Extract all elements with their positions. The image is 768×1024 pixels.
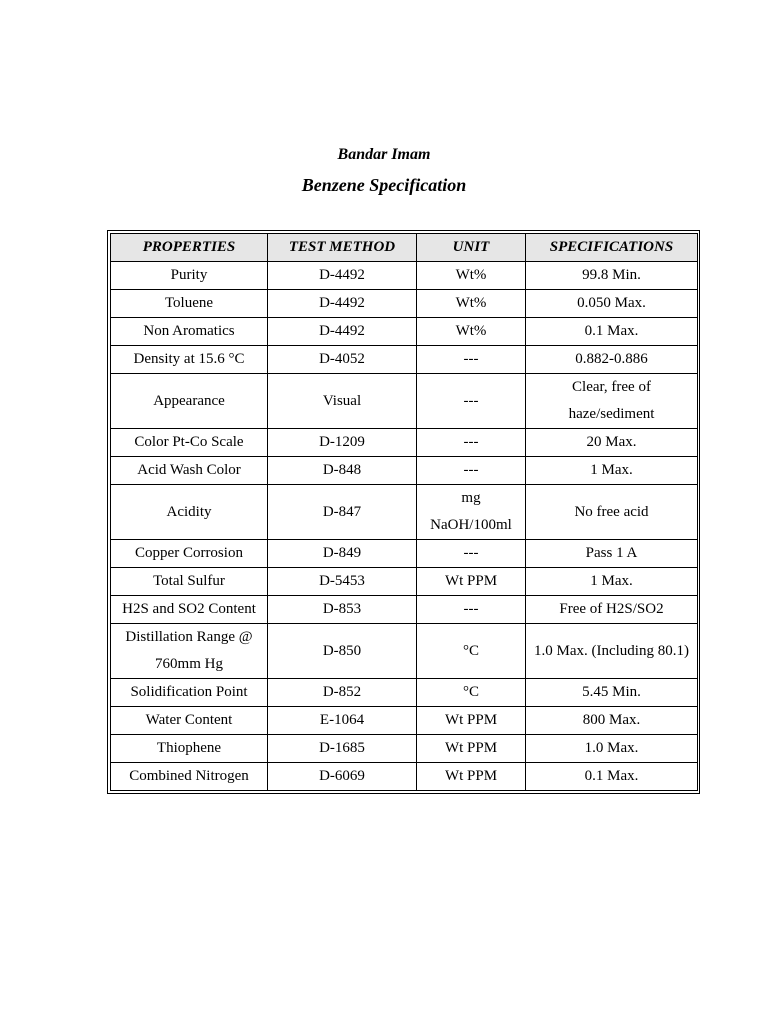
cell-test-method: Visual bbox=[268, 374, 417, 429]
cell-property: Non Aromatics bbox=[111, 318, 268, 346]
cell-test-method: D-4492 bbox=[268, 318, 417, 346]
cell-property: Color Pt-Co Scale bbox=[111, 429, 268, 457]
cell-unit: Wt PPM bbox=[417, 735, 526, 763]
table-row bbox=[111, 318, 698, 346]
cell-specification: 1.0 Max. bbox=[526, 735, 698, 763]
cell-property: Copper Corrosion bbox=[111, 540, 268, 568]
cell-unit: --- bbox=[417, 374, 526, 429]
table-row bbox=[111, 457, 698, 485]
cell-unit: --- bbox=[417, 346, 526, 374]
cell-test-method: D-848 bbox=[268, 457, 417, 485]
cell-unit: --- bbox=[417, 540, 526, 568]
cell-property: Thiophene bbox=[111, 735, 268, 763]
cell-specification: 0.1 Max. bbox=[526, 763, 698, 791]
cell-specification: No free acid bbox=[526, 485, 698, 540]
cell-test-method: D-852 bbox=[268, 679, 417, 707]
table-row bbox=[111, 485, 698, 540]
cell-unit: --- bbox=[417, 457, 526, 485]
cell-property: Purity bbox=[111, 262, 268, 290]
cell-specification: Clear, free of haze/sediment bbox=[526, 374, 698, 429]
cell-property: Combined Nitrogen bbox=[111, 763, 268, 791]
cell-property: Solidification Point bbox=[111, 679, 268, 707]
cell-specification: 1.0 Max. (Including 80.1) bbox=[526, 624, 698, 679]
cell-specification: 1 Max. bbox=[526, 568, 698, 596]
table-row bbox=[111, 290, 698, 318]
table-row bbox=[111, 568, 698, 596]
cell-test-method: D-849 bbox=[268, 540, 417, 568]
cell-unit: Wt% bbox=[417, 262, 526, 290]
table-row bbox=[111, 429, 698, 457]
cell-unit: Wt PPM bbox=[417, 763, 526, 791]
cell-test-method: D-4492 bbox=[268, 290, 417, 318]
cell-test-method: D-853 bbox=[268, 596, 417, 624]
cell-specification: 0.882-0.886 bbox=[526, 346, 698, 374]
table-header-row bbox=[111, 234, 698, 262]
cell-test-method: E-1064 bbox=[268, 707, 417, 735]
table-row bbox=[111, 262, 698, 290]
cell-specification: 1 Max. bbox=[526, 457, 698, 485]
cell-test-method: D-847 bbox=[268, 485, 417, 540]
document-subtitle: Benzene Specification bbox=[301, 175, 467, 195]
cell-property: Acidity bbox=[111, 485, 268, 540]
table-row bbox=[111, 707, 698, 735]
cell-test-method: D-4052 bbox=[268, 346, 417, 374]
cell-property: H2S and SO2 Content bbox=[111, 596, 268, 624]
cell-property: Distillation Range @ 760mm Hg bbox=[111, 624, 268, 679]
cell-property: Toluene bbox=[111, 290, 268, 318]
cell-unit: Wt% bbox=[417, 318, 526, 346]
cell-property: Water Content bbox=[111, 707, 268, 735]
table-row bbox=[111, 540, 698, 568]
cell-specification: 5.45 Min. bbox=[526, 679, 698, 707]
cell-unit: Wt PPM bbox=[417, 568, 526, 596]
table-row bbox=[111, 374, 698, 429]
table-row bbox=[111, 596, 698, 624]
cell-unit: --- bbox=[417, 596, 526, 624]
header-properties: PROPERTIES bbox=[111, 234, 268, 262]
header-unit: UNIT bbox=[417, 234, 526, 262]
document-title: Bandar Imam bbox=[337, 146, 431, 163]
cell-test-method: D-850 bbox=[268, 624, 417, 679]
table-row bbox=[111, 735, 698, 763]
cell-specification: Pass 1 A bbox=[526, 540, 698, 568]
cell-unit: Wt PPM bbox=[417, 707, 526, 735]
table-body bbox=[111, 262, 698, 791]
spec-table bbox=[110, 233, 698, 791]
header-specifications: SPECIFICATIONS bbox=[526, 234, 698, 262]
table-row bbox=[111, 624, 698, 679]
cell-test-method: D-4492 bbox=[268, 262, 417, 290]
cell-unit: mg NaOH/100ml bbox=[417, 485, 526, 540]
cell-specification: 0.1 Max. bbox=[526, 318, 698, 346]
cell-specification: 99.8 Min. bbox=[526, 262, 698, 290]
cell-property: Acid Wash Color bbox=[111, 457, 268, 485]
table-row bbox=[111, 679, 698, 707]
header-test-method: TEST METHOD bbox=[268, 234, 417, 262]
spec-table-frame bbox=[107, 230, 700, 794]
cell-property: Density at 15.6 °C bbox=[111, 346, 268, 374]
cell-specification: 800 Max. bbox=[526, 707, 698, 735]
cell-test-method: D-5453 bbox=[268, 568, 417, 596]
cell-test-method: D-6069 bbox=[268, 763, 417, 791]
cell-unit: °C bbox=[417, 679, 526, 707]
cell-unit: °C bbox=[417, 624, 526, 679]
cell-property: Appearance bbox=[111, 374, 268, 429]
cell-unit: --- bbox=[417, 429, 526, 457]
cell-specification: 0.050 Max. bbox=[526, 290, 698, 318]
table-row bbox=[111, 346, 698, 374]
cell-test-method: D-1209 bbox=[268, 429, 417, 457]
cell-property: Total Sulfur bbox=[111, 568, 268, 596]
cell-specification: Free of H2S/SO2 bbox=[526, 596, 698, 624]
cell-test-method: D-1685 bbox=[268, 735, 417, 763]
table-row bbox=[111, 763, 698, 791]
cell-unit: Wt% bbox=[417, 290, 526, 318]
cell-specification: 20 Max. bbox=[526, 429, 698, 457]
